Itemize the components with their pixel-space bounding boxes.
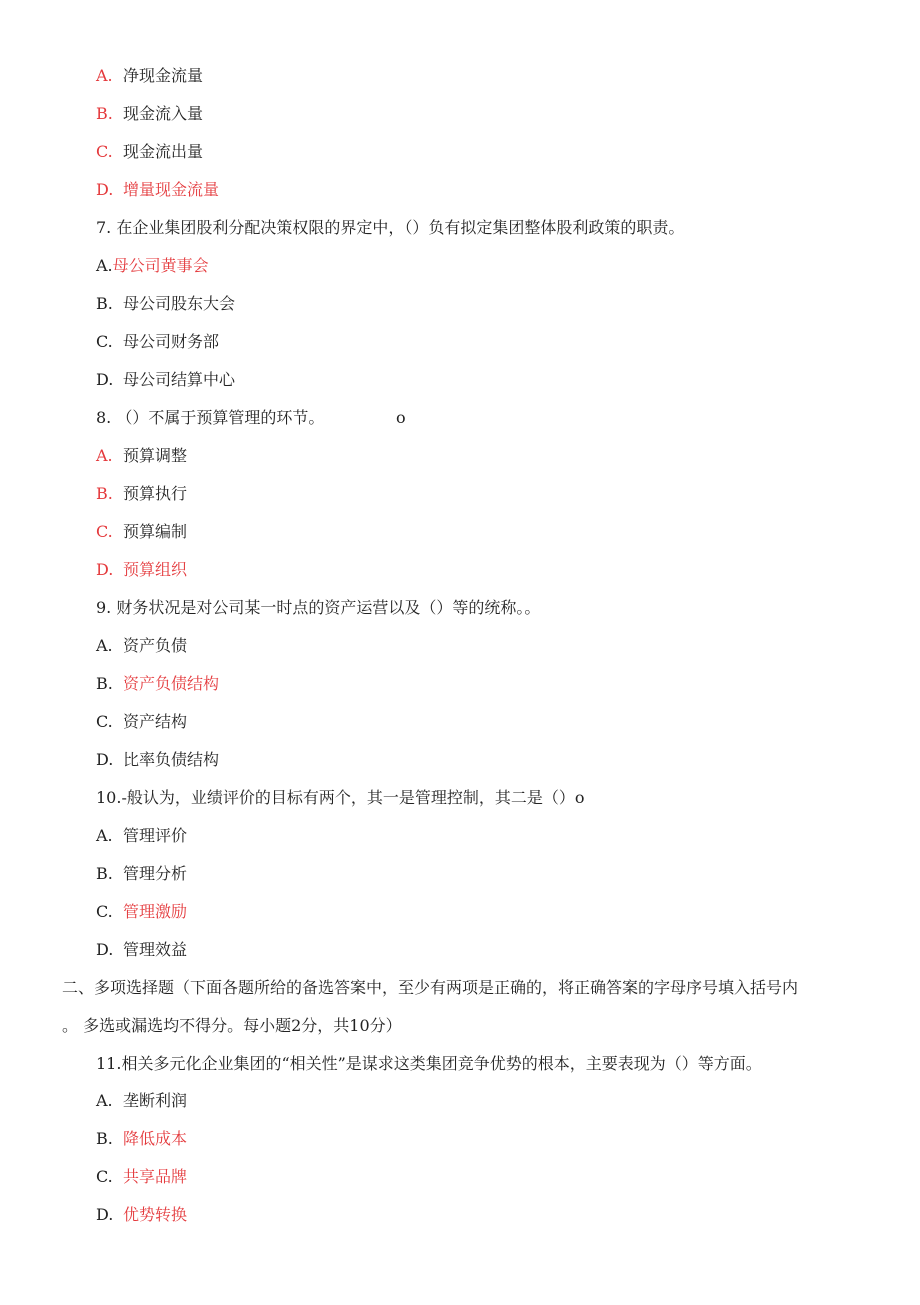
option-text: 资产结构 [123, 712, 188, 731]
q8-option-a [96, 446, 187, 466]
q9-option-b [96, 674, 219, 694]
section-2-heading: 二、多项选择题（下面各题所给的备选答案中，至少有两项是正确的，将正确答案的字母序号填入括号内 [62, 978, 799, 997]
option-label: A. [96, 66, 113, 85]
option-text: 母公司股东大会 [123, 294, 236, 313]
q11-option-a [96, 1091, 187, 1111]
q8-option-d [96, 560, 187, 580]
q7-question: 7. 在企业集团股利分配决策权限的界定中，（）负有拟定集团整体股利政策的职责。 [96, 218, 685, 237]
option-text: 管理分析 [123, 864, 188, 883]
option-text: 预算调整 [123, 446, 188, 465]
option-label: D. [96, 750, 114, 769]
option-text: 预算组织 [123, 560, 188, 579]
option-text: 母公司结算中心 [123, 370, 236, 389]
option-text: 母公司财务部 [123, 332, 220, 351]
q6-option-a [96, 66, 203, 86]
option-label: C. [96, 902, 113, 921]
option-label: B. [96, 294, 113, 313]
option-text: 优势转换 [123, 1205, 188, 1224]
option-label: D. [96, 1205, 114, 1224]
option-text: 资产负债结构 [123, 674, 220, 693]
q8-option-c [96, 522, 187, 542]
q10-option-c [96, 902, 187, 922]
option-text: 增量现金流量 [123, 180, 220, 199]
q10-question: 10.-般认为，业绩评价的目标有两个，其一是管理控制，其二是（）o [96, 788, 585, 807]
option-label: A. [96, 1091, 113, 1110]
option-text: 比率负债结构 [123, 750, 220, 769]
option-label: A. [96, 826, 113, 845]
option-label: D. [96, 940, 114, 959]
option-label: C. [96, 332, 113, 351]
option-text: 管理评价 [123, 826, 188, 845]
q11-option-b [96, 1129, 187, 1149]
option-label: D. [96, 370, 114, 389]
option-label: A. [96, 256, 113, 275]
option-text: 共享品牌 [123, 1167, 188, 1186]
option-text: 预算编制 [123, 522, 188, 541]
q11-question: 11.相关多元化企业集团的“相关性”是谋求这类集团竞争优势的根本，主要表现为（）等方面。 [96, 1054, 762, 1073]
q7-option-c [96, 332, 219, 352]
q8-trailing-mark: o [396, 408, 406, 427]
option-label: C. [96, 1167, 113, 1186]
option-label: D. [96, 180, 114, 199]
q10-option-a [96, 826, 187, 846]
section-2-heading-cont: 。 多选或漏选均不得分。每小题2分，共10分） [62, 1016, 402, 1035]
option-text: 预算执行 [123, 484, 188, 503]
option-text: 垄断利润 [123, 1091, 188, 1110]
option-text: 资产负债 [123, 636, 188, 655]
q6-option-d [96, 180, 219, 200]
option-text: 净现金流量 [123, 66, 204, 85]
q6-option-c [96, 142, 203, 162]
q11-option-d [96, 1205, 187, 1225]
option-label: B. [96, 864, 113, 883]
q9-option-d [96, 750, 219, 770]
option-label: B. [96, 104, 113, 123]
q7-option-d [96, 370, 235, 390]
q7-option-b [96, 294, 235, 314]
option-label: C. [96, 712, 113, 731]
option-text: 现金流出量 [123, 142, 204, 161]
q10-option-d [96, 940, 187, 960]
q8-question: 8. （）不属于预算管理的环节。 [96, 408, 325, 427]
option-label: A. [96, 446, 113, 465]
option-text: 母公司黄事会 [112, 256, 209, 275]
q10-option-b [96, 864, 187, 884]
option-label: D. [96, 560, 114, 579]
option-label: B. [96, 484, 113, 503]
q6-option-b [96, 104, 203, 124]
option-label: B. [96, 1129, 113, 1148]
option-label: A. [96, 636, 113, 655]
option-label: C. [96, 522, 113, 541]
q11-option-c [96, 1167, 187, 1187]
q9-question: 9. 财务状况是对公司某一时点的资产运营以及（）等的统称。。 [96, 598, 541, 617]
option-label: B. [96, 674, 113, 693]
q8-option-b [96, 484, 187, 504]
q9-option-c [96, 712, 187, 732]
option-text: 管理激励 [123, 902, 188, 921]
q7-option-a [96, 256, 209, 276]
q9-option-a [96, 636, 187, 656]
option-text: 现金流入量 [123, 104, 204, 123]
option-text: 降低成本 [123, 1129, 188, 1148]
option-label: C. [96, 142, 113, 161]
option-text: 管理效益 [123, 940, 188, 959]
